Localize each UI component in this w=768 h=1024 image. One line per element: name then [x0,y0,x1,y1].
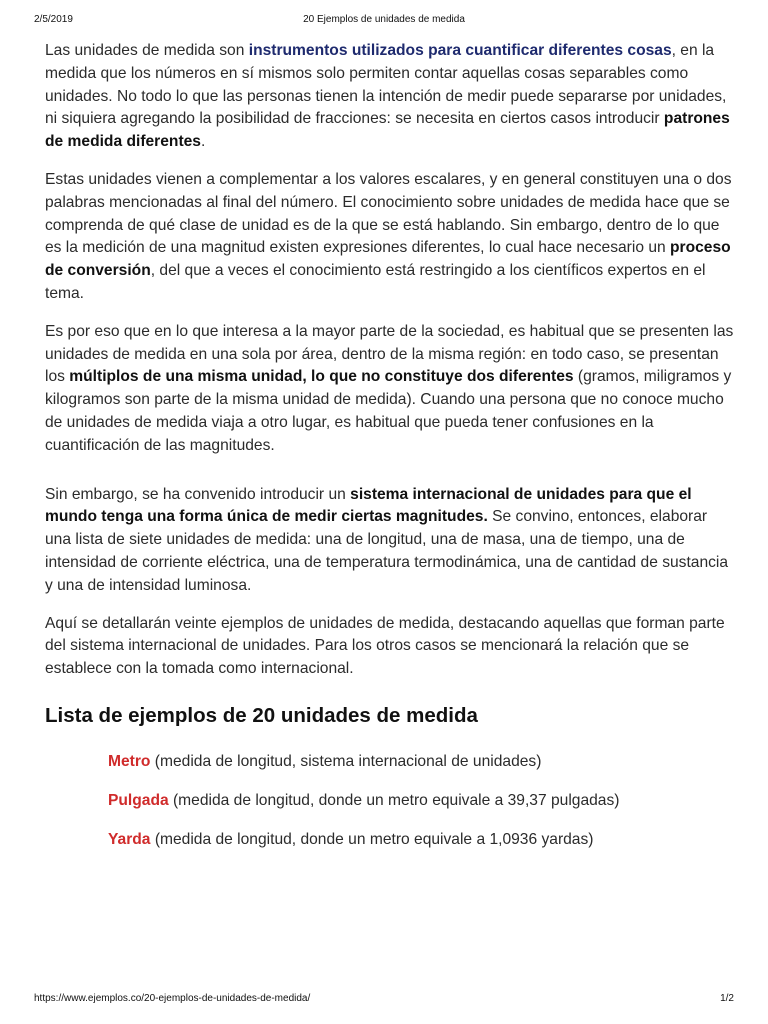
print-header [34,14,734,28]
paragraph-2-text-b: , del que a veces el conocimiento está restringido a los científicos expertos en el tema. [45,262,706,302]
paragraph-5-text-a: Aquí se detallarán veinte ejemplos de unidades de medida, destacando aquellas que forman parte del sistema internacional de unidades. Para los otros casos se mencionará la relación que se establece con la tomada como internacional. [45,614,725,678]
list-item [108,829,735,851]
print-footer [34,993,734,1007]
paragraph-4-strong: sistema internacional de unidades para que el mundo tenga una forma única de medir ciertas magnitudes. [45,485,692,526]
paragraph-2-text-a: Estas unidades vienen a complementar a los valores escalares, y en general constituyen una o dos palabras mencionadas al final del número. El conocimiento sobre unidades de medida hace que se comprenda de qué clase de unidad es de la que se está hablando. Sin embargo, dentro de lo que es la medición de una magnitud existen expresiones diferentes, lo cual hace necesario un [45,170,732,257]
paragraph-1 [45,40,735,154]
print-date: 2/5/2019 [34,14,73,25]
units-list [45,751,735,851]
paragraph-2-strong: proceso de conversión [45,239,731,280]
print-url: https://www.ejemplos.co/20-ejemplos-de-unidades-de-medida/ [34,993,311,1004]
paragraph-4-text-a: Sin embargo, se ha convenido introducir un [45,485,351,503]
paragraph-1-text-c: . [200,133,206,151]
paragraph-4 [45,484,735,598]
paragraph-3-text-b: (gramos, miligramos y kilogramos son parte de la misma unidad de medida). Cuando una persona que no conoce mucho de unidades de medida viaja a otro lugar, es habitual que pueda tener confusiones en la cuantificación de las magnitudes. [45,368,732,454]
paragraph-1-text-b: , en la medida que los números en sí mismos solo permiten contar aquellas cosas separables como unidades. No todo lo que las personas tienen la intención de medir puede separarse por unidades, ni siquiera agregando la posibilidad de fracciones: se necesita en ciertos casos introducir [45,42,727,128]
unit-term: Yarda [108,830,151,848]
unit-term: Metro [108,752,151,770]
unit-description: (medida de longitud, donde un metro equivale a 39,37 pulgadas) [168,791,620,809]
paragraph-1-strong: patrones de medida diferentes [45,110,730,151]
paragraph-2 [45,169,735,306]
unit-description: (medida de longitud, donde un metro equivale a 1,0936 yardas) [150,830,594,848]
paragraph-3-strong: múltiplos de una misma unidad, lo que no constituye dos diferentes [69,368,574,386]
unit-description: (medida de longitud, sistema internacional de unidades) [150,752,542,770]
print-title: 20 Ejemplos de unidades de medida [303,14,465,25]
section-heading: Lista de ejemplos de 20 unidades de medida [45,703,478,727]
paragraph-3 [45,321,735,458]
list-item [108,751,735,773]
list-item [108,790,735,812]
paragraph-3-text-a: Es por eso que en lo que interesa a la mayor parte de la sociedad, es habitual que se presenten las unidades de medida en una sola por área, dentro de la misma región: en todo caso, se presentan los [45,322,734,386]
paragraph-1-link[interactable]: instrumentos utilizados para cuantificar diferentes cosas [248,42,672,59]
page-number: 1/2 [720,993,734,1004]
paragraph-4-text-b: Se convino, entonces, elaborar una lista de siete unidades de medida: una de longitud, una de masa, una de tiempo, una de intensidad de corriente eléctrica, una de temperatura termodinámica, una de cantidad de sustancia y una de intensidad luminosa. [45,508,729,594]
paragraph-5 [45,613,735,681]
paragraph-1-text-a: Las unidades de medida son [45,42,249,59]
article-body [45,40,735,868]
unit-term: Pulgada [108,791,169,809]
